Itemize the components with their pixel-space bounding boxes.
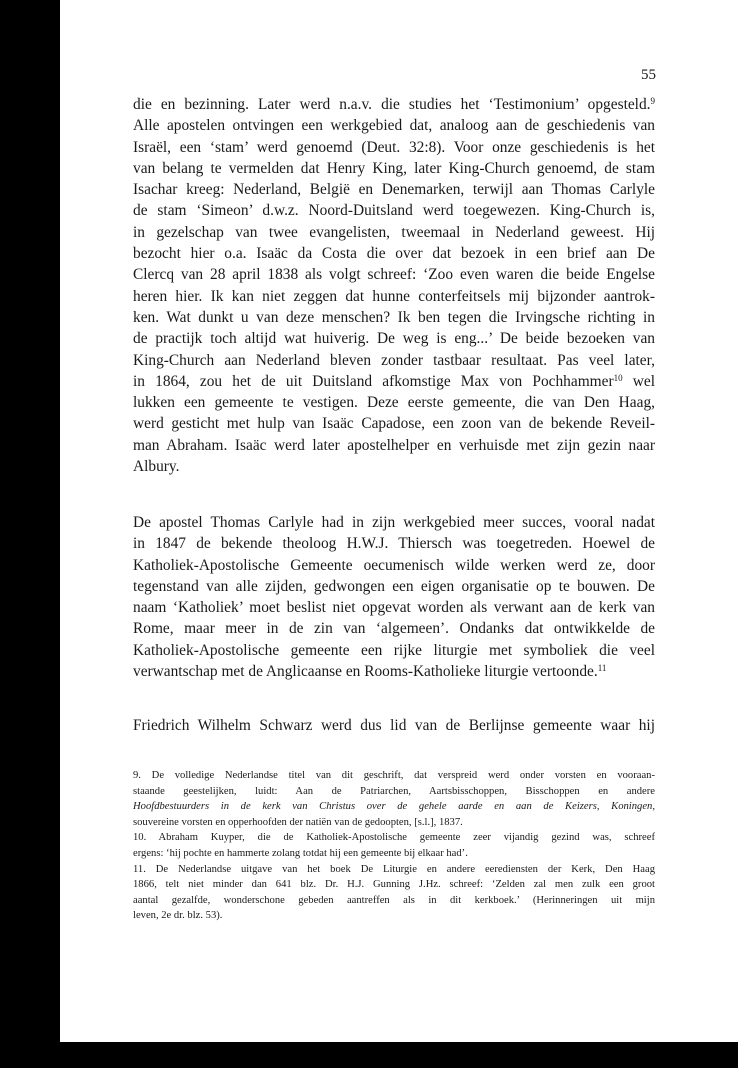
footnote-line: ergens: ‘hij pochte en hammerte zolang totdat hij een gemeente bij elkaar had’. — [133, 847, 468, 859]
text-line — [133, 661, 655, 682]
text-line: De apostel Thomas Carlyle had in zijn werkgebied meer succes, vooral nadat — [133, 514, 655, 531]
scan-border-bottom — [0, 1042, 738, 1068]
footnote-ref-10: 10 — [613, 372, 623, 383]
text-line: in 1847 de bekende theoloog H.W.J. Thiersch was toegetreden. Hoewel de — [133, 535, 655, 553]
text-line: ken. Wat dunkt u van deze menschen? Ik ben tegen die Irvingsche richting in — [133, 308, 655, 326]
text-line: King-Church aan Nederland bleven zonder tastbaar resultaat. Pas veel later, — [133, 351, 655, 369]
text-line: man Abraham. Isaäc werd later apostelhelper en verhuisde met zijn gezin naar — [133, 436, 655, 454]
footnote-line: Hoofdbestuurders in de kerk van Christus over de gehele aarde en aan de Keizers, Koningen, — [133, 801, 655, 813]
text-line: Israël, een ‘stam’ werd genoemd (Deut. 32:8). Voor onze geschiedenis is het — [133, 138, 655, 156]
text-line: tegenstand van alle zijden, gedwongen een eigen organisatie op te bouwen. De — [133, 577, 655, 595]
paragraph-schwarz — [133, 715, 655, 736]
footnote-line: 1866, telt niet minder dan 641 blz. Dr. H.J. Gunning J.Hz. schreef: ‘Zelden zal men zulk een groot — [133, 879, 655, 891]
footnote-line: 10. Abraham Kuyper, die de Katholiek-Apostolische gemeente zeer vijandig gezind was, schreef — [133, 832, 655, 844]
paragraph-king-church — [133, 94, 655, 477]
scan-border-left — [0, 0, 60, 1068]
footnote-line: 11. De Nederlandse uitgave van het boek De Liturgie en andere eerediensten der Kerk, Den Haag — [133, 863, 655, 875]
text-line-content: in 1864, zou het de uit Duitsland afkomstige Max von Pochhammer — [133, 372, 614, 390]
footnote-line: leven, 2e dr. blz. 53). — [133, 910, 223, 922]
text-line: bezocht hier o.a. Isaäc da Costa die over dat bezoek in een brief aan De — [133, 245, 655, 263]
text-line: de stam ‘Simeon’ d.w.z. Noord-Duitsland werd toegewezen. King-Church is, — [133, 202, 655, 220]
text-line: Katholiek-Apostolische Gemeente oecumenisch wilde werken werd ze, door — [133, 556, 655, 574]
text-line: Clercq van 28 april 1838 als volgt schreef: ‘Zoo even waren die beide Engelse — [133, 266, 655, 284]
text-line: Albury. — [133, 458, 180, 476]
text-line: Isachar kreeg: Nederland, België en Denemarken, terwijl aan Thomas Carlyle — [133, 181, 655, 199]
text-line — [133, 371, 655, 392]
text-line: de practijk toch altijd wat huiverig. De weg is eng...’ De beide bezoeken van — [133, 330, 655, 348]
text-line: lukken een gemeente te vestigen. Deze eerste gemeente, die van Den Haag, — [133, 394, 655, 412]
text-line: in gezelschap van twee evangelisten, tweemaal in Nederland geweest. Hij — [133, 223, 655, 241]
page-number: 55 — [641, 67, 656, 83]
text-line: naam ‘Katholiek’ moet beslist niet opgevat worden als verwant aan de kerk van — [133, 599, 655, 617]
text-line: werd gesticht met hulp van Isaäc Capadose, een zoon van de bekende Reveil- — [133, 415, 655, 433]
text-line: van belang te vermelden dat Henry King, later King-Church genoemd, de stam — [133, 159, 655, 177]
footnote-line: aantal gezalfde, wonderschone gebeden aantreffen als in dit kerkboek.’ (Herinneringen uit mijn — [133, 894, 655, 906]
footnotes — [133, 768, 655, 924]
text-line: Friedrich Wilhelm Schwarz werd dus lid van de Berlijnse gemeente waar hij — [133, 717, 655, 734]
text-line — [133, 94, 655, 115]
text-line: heren hier. Ik kan niet zeggen dat hunne conterfeitsels mij bijzonder aantrok- — [133, 287, 655, 305]
footnote-line: 9. De volledige Nederlandse titel van dit geschrift, dat verspreid werd onder vorsten en vooraan- — [133, 770, 655, 781]
text-line-tail: wel — [622, 372, 655, 390]
footnote-ref-11: 11 — [597, 663, 607, 674]
footnote-line: souvereine vorsten en opperhoofden der natiën van de gedoopten, [s.l.], 1837. — [133, 816, 463, 828]
footnote-ref-9: 9 — [650, 96, 655, 106]
text-line-content: die en bezinning. Later werd n.a.v. die studies het ‘Testimonium’ opgesteld. — [133, 96, 651, 113]
text-line: Alle apostelen ontvingen een werkgebied dat, analoog aan de geschiedenis van — [133, 117, 655, 135]
text-line: Katholiek-Apostolische gemeente een rijke liturgie met symboliek die veel — [133, 641, 655, 659]
text-line: Rome, maar meer in de zin van ‘algemeen’. Ondanks dat ontwikkelde de — [133, 620, 655, 638]
paragraph-carlyle — [133, 512, 655, 682]
footnote-line: staande geestelijken, luidt: Aan de Patriarchen, Aartsbisschoppen, Bisschoppen en andere — [133, 785, 655, 797]
text-line-content: verwantschap met de Anglicaanse en Rooms-Katholieke liturgie vertoonde. — [133, 663, 598, 681]
